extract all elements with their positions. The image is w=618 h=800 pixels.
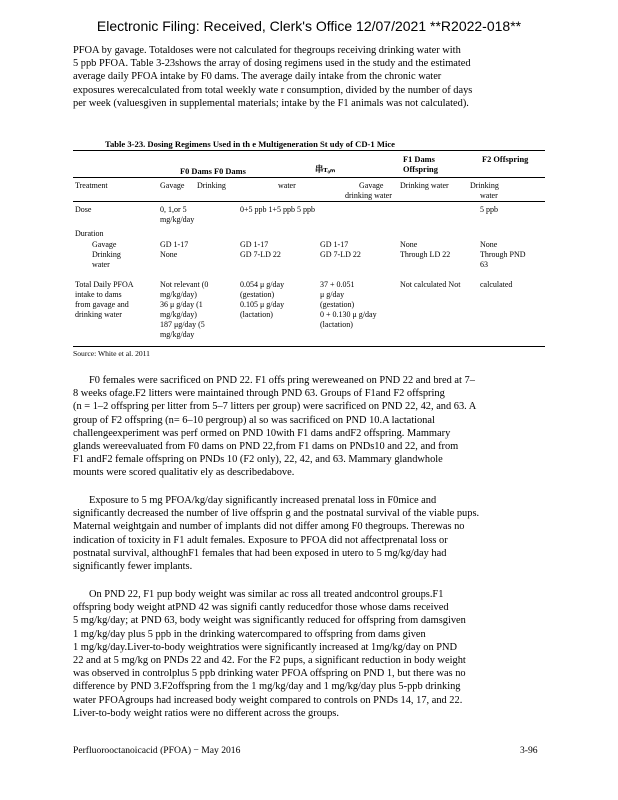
cell-line: Gavage	[92, 240, 117, 249]
cell-line: None	[400, 240, 418, 249]
f1-offspring-label: Offspring	[403, 165, 438, 174]
row-duration-label: Duration	[75, 229, 104, 238]
row-intake-c5: calculated	[480, 280, 513, 289]
cell-line: mg/kg/day)	[160, 310, 197, 319]
text-line: challengeexperiment was perf ormed on PND 10with F1 dams andF2 offspring. Mammary	[73, 427, 451, 439]
text-line: On PND 22, F1 pup body weight was similar ac ross all treated andcontrol groups.F1	[89, 589, 444, 600]
footer-title: Perfluorooctanoicacid (PFOA) − May 2016	[73, 745, 241, 756]
text-line: difference by PND 3.F2offspring from the 1 mg/kg/day and 1 mg/kg/day plus 5-ppb drinking	[73, 681, 461, 693]
text-line: 5 mg/kg/day; at PND 63, body weight was significantly reduced for offspring from damsgiven	[73, 615, 466, 627]
row-duration-sublabels	[92, 240, 121, 270]
row-duration-c1	[160, 240, 188, 260]
text-line: Exposure to 5 mg PFOA/kg/day significantly increased prenatal loss in F0mice and	[89, 495, 437, 506]
row-intake-c1	[160, 280, 208, 340]
text-line: (n = 1–2 offspring per litter from 5–7 litters per group) were sacrificed on PND 22, 42, and 63. A	[73, 401, 477, 413]
col-drinking: Drinking	[197, 181, 226, 190]
row-intake-c3	[320, 280, 377, 330]
text-line: offspring body weight atPND 42 was signifi cantly reducedfor those whose dams received	[73, 602, 449, 614]
paragraph-1	[73, 374, 543, 480]
row-duration-c3	[320, 240, 361, 260]
col-drinking-water-2: drinking water	[345, 191, 392, 200]
row-dose-label: Dose	[75, 205, 92, 214]
text-line: average daily PFOA intake by F0 dams. The average daily intake from the chronic water	[73, 71, 442, 83]
cell-line: GD 1-17	[320, 240, 349, 249]
f1-dams-label: F1 Dams	[403, 155, 435, 164]
col-gavage-2: Gavage	[359, 181, 384, 190]
text-line: F0 females were sacrificed on PND 22. F1 offs pring wereweaned on PND 22 and bred at 7–	[89, 375, 475, 386]
table-header-rule	[73, 177, 545, 178]
table-source: Source: White et al. 2011	[73, 349, 150, 358]
cell-line: GD 7-LD 22	[320, 250, 361, 259]
row-dose-water: 0+5 ppb 1+5 ppb 5 ppb	[240, 205, 316, 214]
row-duration-c4	[400, 240, 450, 260]
cell-line: GD 7-LD 22	[240, 250, 281, 259]
cell-line: GD 1-17	[240, 240, 269, 249]
cell-line: 63	[480, 260, 488, 269]
text-line: 1 mg/kg/day plus 5 ppb in the drinking watercompared to offspring from dams given	[73, 628, 426, 640]
text-line: PFOA by gavage. Totaldoses were not calculated for thegroups receiving drinking water with	[73, 45, 461, 56]
intro-paragraph	[73, 44, 543, 110]
cell-line: (gestation)	[320, 300, 355, 309]
text-line: glands wereevaluated from F0 dams on PND 22,from F1 dams on PNDs10 and 22, and from	[73, 441, 459, 453]
cell-line: drinking water	[75, 310, 122, 319]
cell-line: Not relevant (0	[160, 280, 209, 289]
text-line: significantly decreased the number of live offsprin g and the postnatal survival of the viable pups.	[73, 508, 480, 520]
col-water-4-label: water	[480, 191, 498, 200]
text-line: mounts were scored qualitativ ely as describedabove.	[73, 467, 295, 479]
cell-line: Through PND	[480, 250, 526, 259]
cell-line: 0.105 μ g/day	[240, 300, 285, 309]
cell-line: Total Daily PFOA	[75, 280, 134, 289]
row-intake-c4: Not calculated Not	[400, 280, 461, 289]
row-dose-f2: 5 ppb	[480, 205, 498, 214]
cell-line: (lactation)	[240, 310, 273, 319]
paragraph-3	[73, 588, 543, 720]
cell-line: Through LD 22	[400, 250, 451, 259]
cell-line: 187 μg/day (5	[160, 320, 205, 329]
table-bottom-rule	[73, 346, 545, 347]
row-intake-label	[75, 280, 134, 320]
text-line: F1 andF2 female offspring on PNDs 10 (F2 only), 22, 42, and 63. Mammary glandwhole	[73, 454, 443, 466]
row-intake-c2	[240, 280, 284, 320]
text-line: 22 and at 5 mg/kg on PNDs 22 and 42. For the F2 pups, a significant reduction in body weight	[73, 655, 466, 667]
text-line: per week (valuesgiven in supplemental materials; intake by the F1 animals was not calculated).	[73, 97, 469, 109]
cell-line: intake to dams	[75, 290, 122, 299]
cell-line: mg/kg/day	[160, 330, 195, 339]
cell-line: 0.054 μ g/day	[240, 280, 285, 289]
text-line: significantly fewer implants.	[73, 561, 193, 573]
table-subheader-rule	[73, 201, 545, 202]
cell-line: None	[160, 250, 178, 259]
text-line: Liver-to-body weight ratios were no different across the groups.	[73, 707, 339, 719]
cell-line: 0 + 0.130 μ g/day	[320, 310, 377, 319]
cell-line: (lactation)	[320, 320, 353, 329]
cell-line: from gavage and	[75, 300, 129, 309]
cell-line: mg/kg/day	[160, 215, 195, 224]
cell-line: None	[480, 240, 498, 249]
cell-line: μ g/day	[320, 290, 345, 299]
paragraph-2	[73, 494, 543, 573]
cell-line: Drinking	[92, 250, 121, 259]
cell-line: 37 + 0.051	[320, 280, 355, 289]
row-duration-c5	[480, 240, 526, 270]
col-drinking-water-3: Drinking water	[400, 181, 449, 190]
header-glyph: 串ᴛ₀ₘ	[315, 165, 336, 174]
text-line: group of F2 offspring (n= 6–10 pergroup) al so was sacrificed on PND 10.A lactational	[73, 414, 435, 426]
text-line: 8 weeks ofage.F2 litters were maintained through PND 63. Groups of F1and F2 offspring	[73, 388, 445, 400]
cell-line: (gestation)	[240, 290, 275, 299]
f2-offspring-header: F2 Offspring	[482, 155, 529, 164]
cell-line: 0, 1,or 5	[160, 205, 187, 214]
table-top-rule	[73, 150, 545, 151]
text-line: indication of toxicity in F1 adult females. Exposure to PFOA did not affectprenatal loss or	[73, 534, 448, 546]
col-drinking-4-label: Drinking	[470, 181, 499, 190]
col-gavage: Gavage	[160, 181, 185, 190]
text-line: exposures werecalculated from total weekly wate r consumption, divided by the number of days	[73, 84, 473, 96]
filing-stamp: Electronic Filing: Received, Clerk's Office 12/07/2021 **R2022-018**	[96, 18, 522, 34]
row-duration-c2	[240, 240, 281, 260]
text-line: water PFOAgroups had increased body weight compared to controls on PNDs 14, 17, and 22.	[73, 694, 463, 706]
col-treatment: Treatment	[75, 181, 108, 190]
cell-line: GD 1-17	[160, 240, 189, 249]
col-water: water	[278, 181, 296, 190]
col-drinking-4	[470, 181, 499, 201]
f1-dams-header	[403, 155, 438, 175]
table-caption: Table 3-23. Dosing Regimens Used in th e Multigeneration St udy of CD-1 Mice	[105, 139, 395, 149]
f0-dams-header: F0 Dams F0 Dams	[180, 167, 246, 176]
row-dose-gavage	[160, 205, 194, 225]
cell-line: water	[92, 260, 110, 269]
col-gavage-drinking	[345, 181, 392, 201]
text-line: postnatal survival, althoughF1 females that had been exposed in utero to 5 mg/kg/day had	[73, 547, 447, 559]
cell-line: mg/kg/day)	[160, 290, 197, 299]
text-line: 1 mg/kg/day.Liver-to-body weightratios were significantly increased at 1mg/kg/day on PND	[73, 641, 458, 653]
page-number: 3-96	[520, 745, 538, 756]
text-line: Maternal weightgain and number of implants did not differ among F0 thegroups. Therewas no	[73, 521, 465, 533]
text-line: was observed in controlplus 5 ppb drinking water PFOA offspring on PND 1, but there was no	[73, 668, 466, 680]
text-line: 5 ppb PFOA. Table 3-23shows the array of dosing regimens used in the study and the estimated	[73, 58, 471, 70]
cell-line: 36 μ g/day (1	[160, 300, 203, 309]
